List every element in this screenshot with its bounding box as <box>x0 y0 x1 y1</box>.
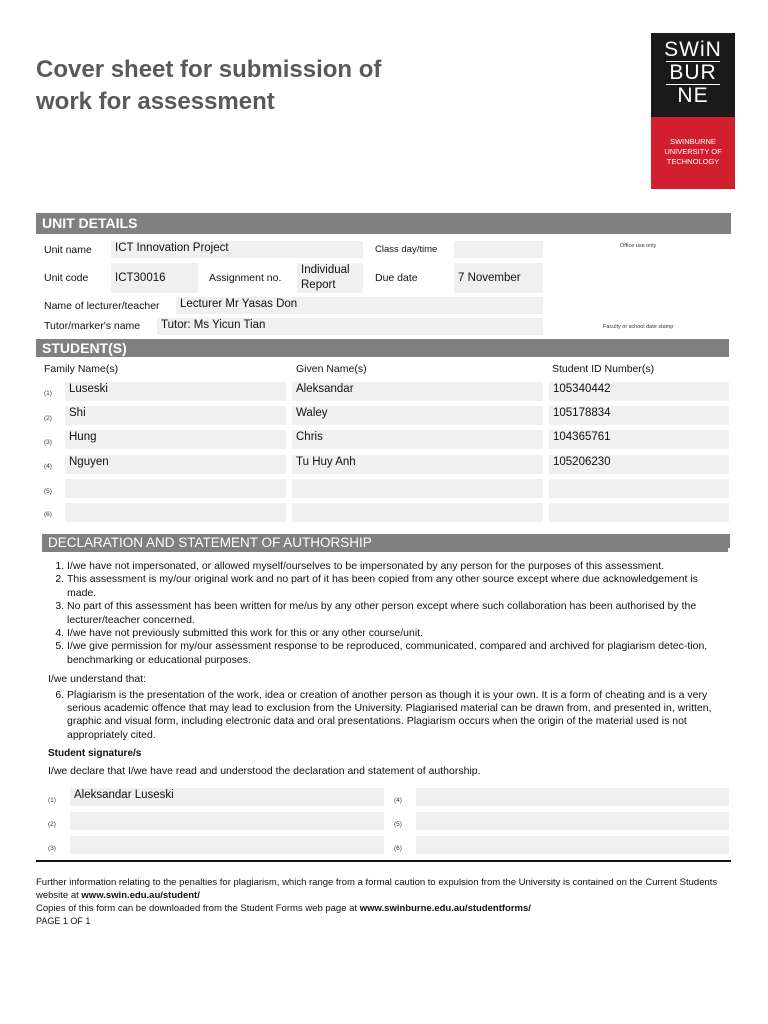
signature-number: (1) <box>48 797 56 804</box>
footer-divider <box>36 860 731 862</box>
signature-field[interactable] <box>416 812 729 830</box>
assignment-label: Assignment no. <box>209 272 282 284</box>
declaration-item: 4. I/we have not previously submitted this work for this or any other course/unit. <box>67 627 712 640</box>
declaration-item: 3. No part of this assessment has been written for me/us by any other person except where such collaboration has been authorised by the lecturer/teacher concerned. <box>67 600 712 627</box>
logo-sub-1: SWINBURNE <box>670 137 716 146</box>
family-name-field[interactable]: Nguyen <box>65 455 286 474</box>
logo-sub-3: TECHNOLOGY <box>666 157 720 166</box>
unit-code-field[interactable]: ICT30016 <box>111 263 198 293</box>
swinburne-logo <box>651 33 735 189</box>
assignment-value-line-2: Report <box>301 279 336 291</box>
family-name-field[interactable]: Shi <box>65 406 286 425</box>
due-date-field[interactable]: 7 November <box>454 263 543 293</box>
student-id-field[interactable] <box>549 503 729 522</box>
due-date-label: Due date <box>375 272 418 284</box>
signature-field[interactable]: Aleksandar Luseski <box>70 788 384 806</box>
declaration-item-6: 6. Plagiarism is the presentation of the work, idea or creation of another person as though it is your own. It is a form of cheating and is a very serious academic offence that may lead to exclusion from the University. Plagiarised material can be drawn from, and presented in, written, graphic and visual form, including electronic data and oral presentations. Plagiarism occurs when the origin of the material used is not appropriately cited. <box>67 689 712 743</box>
logo-line-1: SWiN <box>664 38 722 61</box>
row-number: (5) <box>44 488 52 495</box>
footer-line-3-prefix: Copies of this form can be downloaded from the Student Forms web page at <box>36 903 358 914</box>
student-id-field[interactable]: 104365761 <box>549 430 729 449</box>
tutor-label: Tutor/marker's name <box>44 320 141 332</box>
given-name-field[interactable]: Tu Huy Anh <box>292 455 543 474</box>
unit-name-field[interactable]: ICT Innovation Project <box>111 241 363 258</box>
declaration-heading: DECLARATION AND STATEMENT OF AUTHORSHIP <box>42 534 728 552</box>
student-id-field[interactable]: 105340442 <box>549 382 729 401</box>
family-name-header: Family Name(s) <box>44 363 119 375</box>
row-number: (2) <box>44 415 52 422</box>
row-number: (3) <box>44 439 52 446</box>
given-name-header: Given Name(s) <box>296 363 367 375</box>
assignment-value-line-1: Individual <box>301 264 350 276</box>
understand-intro: I/we understand that: <box>48 673 147 686</box>
date-stamp-note: Faculty or school date stamp <box>603 324 674 330</box>
lecturer-field[interactable]: Lecturer Mr Yasas Don <box>176 297 543 314</box>
footer-line-2-prefix: website at <box>36 890 79 901</box>
students-heading: STUDENT(S) <box>36 339 729 357</box>
signature-field[interactable] <box>416 836 729 854</box>
student-forms-link[interactable]: www.swinburne.edu.au/studentforms/ <box>359 903 531 914</box>
signature-statement: I/we declare that I/we have read and understood the declaration and statement of authorship. <box>48 764 481 777</box>
declaration-item: 2. This assessment is my/our original work and no part of it has been copied from any other source except where due acknowledgement is made. <box>67 573 712 600</box>
signature-number: (4) <box>394 797 402 804</box>
declaration-item: 1. I/we have not impersonated, or allowed myself/ourselves to be impersonated by any person for the purposes of this assessment. <box>67 560 712 573</box>
page-number: PAGE 1 OF 1 <box>36 916 91 926</box>
signature-field[interactable] <box>416 788 729 806</box>
signature-number: (2) <box>48 821 56 828</box>
assignment-field[interactable] <box>297 263 363 293</box>
signature-number: (6) <box>394 845 402 852</box>
signature-field[interactable] <box>70 812 384 830</box>
row-number: (6) <box>44 511 52 518</box>
logo-wordmark <box>651 33 735 117</box>
lecturer-label: Name of lecturer/teacher <box>44 300 160 312</box>
student-id-header: Student ID Number(s) <box>552 363 655 375</box>
logo-line-2: BUR <box>669 61 717 84</box>
declaration-body <box>48 560 712 778</box>
student-website-link[interactable]: www.swin.edu.au/student/ <box>81 890 200 901</box>
given-name-field[interactable]: Chris <box>292 430 543 449</box>
signature-field[interactable] <box>70 836 384 854</box>
unit-details-heading: UNIT DETAILS <box>36 213 731 234</box>
row-number: (4) <box>44 463 52 470</box>
unit-code-label: Unit code <box>44 272 89 284</box>
heading-accent <box>724 534 730 548</box>
logo-line-3: NE <box>677 84 709 107</box>
family-name-field[interactable] <box>65 479 286 498</box>
unit-name-label: Unit name <box>44 244 92 256</box>
signature-heading: Student signature/s <box>48 748 142 760</box>
family-name-field[interactable] <box>65 503 286 522</box>
footer-forms <box>36 902 736 915</box>
logo-university-name <box>651 117 735 189</box>
footer-line-1: Further information relating to the penalties for plagiarism, which range from a formal caution to expulsion from the University is contained on the Current Students <box>36 877 718 888</box>
tutor-field[interactable]: Tutor: Ms Yicun Tian <box>157 318 543 335</box>
signature-number: (3) <box>48 845 56 852</box>
given-name-field[interactable]: Aleksandar <box>292 382 543 401</box>
signature-number: (5) <box>394 821 402 828</box>
class-label: Class day/time <box>375 244 438 255</box>
declaration-item: 5. I/we give permission for my/our assessment response to be reproduced, communicated, compared and archived for plagiarism detec-tion, benchmarking or educational purposes. <box>67 640 712 667</box>
student-id-field[interactable]: 105178834 <box>549 406 729 425</box>
class-field[interactable] <box>454 241 543 258</box>
family-name-field[interactable]: Luseski <box>65 382 286 401</box>
given-name-field[interactable] <box>292 479 543 498</box>
family-name-field[interactable]: Hung <box>65 430 286 449</box>
page-title <box>36 54 456 118</box>
logo-sub-2: UNIVERSITY OF <box>664 147 722 156</box>
student-id-field[interactable]: 105206230 <box>549 455 729 474</box>
given-name-field[interactable]: Waley <box>292 406 543 425</box>
title-line-1: Cover sheet for submission of <box>36 56 382 83</box>
office-use-note: Office use only <box>620 243 657 249</box>
footer-penalties <box>36 876 736 902</box>
given-name-field[interactable] <box>292 503 543 522</box>
title-line-2: work for assessment <box>36 88 275 115</box>
student-id-field[interactable] <box>549 479 729 498</box>
row-number: (1) <box>44 390 52 397</box>
